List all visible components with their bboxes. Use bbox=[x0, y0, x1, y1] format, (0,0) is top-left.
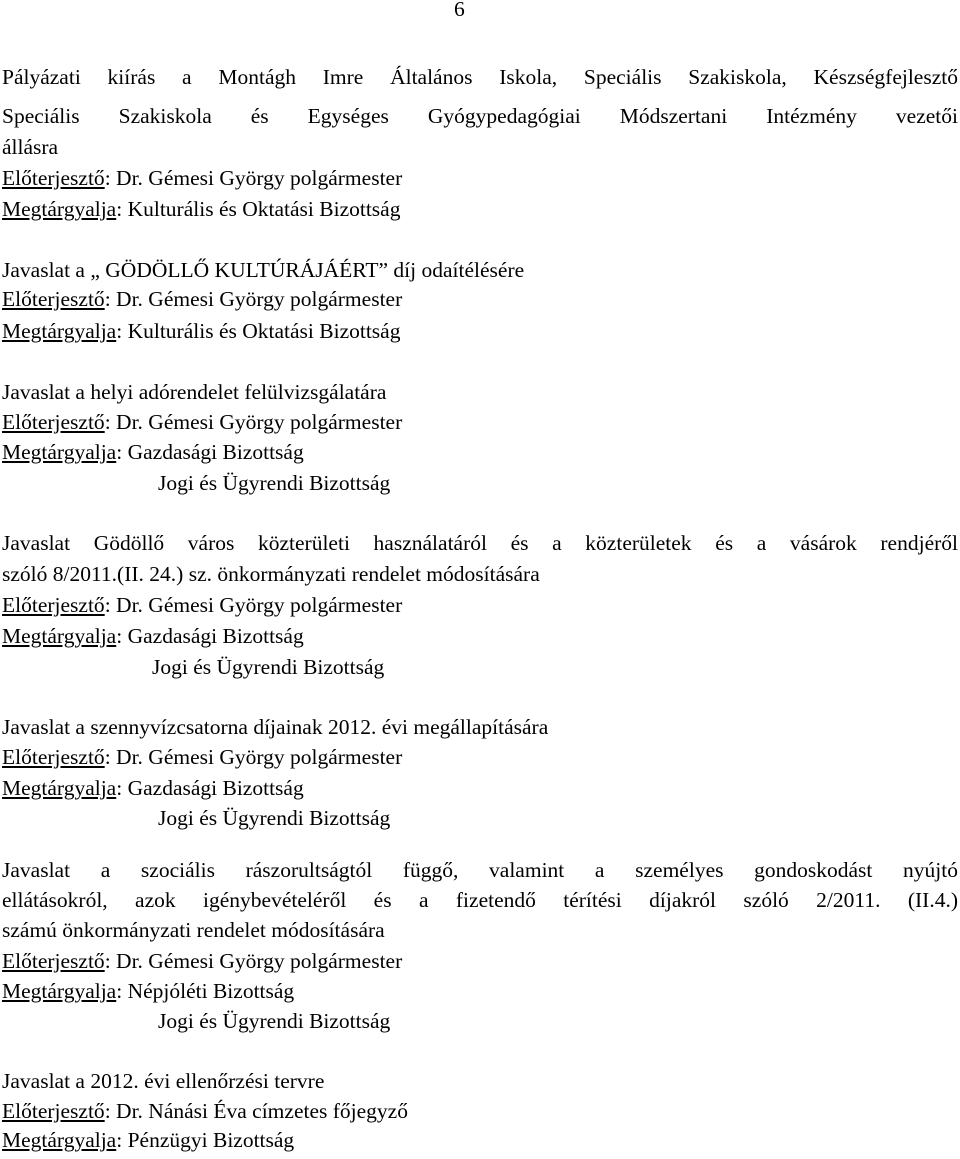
presenter-row bbox=[2, 407, 402, 437]
committee-row bbox=[2, 194, 400, 224]
item-title-line: Javaslat a 2012. évi ellenőrzési tervre bbox=[2, 1069, 325, 1093]
committee-value: : Pénzügyi Bizottság bbox=[116, 1128, 295, 1152]
presenter-label: Előterjesztő bbox=[2, 745, 105, 769]
presenter-label: Előterjesztő bbox=[2, 410, 105, 434]
committee-value-secondary: Jogi és Ügyrendi Bizottság bbox=[158, 471, 391, 495]
committee-value-secondary: Jogi és Ügyrendi Bizottság bbox=[158, 1009, 391, 1033]
presenter-row bbox=[2, 284, 402, 314]
item-title-line: Javaslat Gödöllő város közterületi használatáról és a közterületek és a vásárok rendjéről bbox=[2, 531, 958, 555]
presenter-value: : Dr. Gémesi György polgármester bbox=[104, 745, 403, 769]
discusses-label: Megtárgyalja bbox=[2, 1128, 117, 1152]
presenter-row bbox=[2, 742, 402, 772]
item-title-line: Javaslat a szennyvízcsatorna díjainak 2012. évi megállapítására bbox=[2, 715, 549, 739]
item-title-line: Speciális Szakiskola és Egységes Gyógypedagógiai Módszertani Intézmény vezetői bbox=[2, 104, 958, 128]
committee-row bbox=[2, 437, 304, 467]
presenter-value: : Dr. Gémesi György polgármester bbox=[104, 287, 403, 311]
committee-row bbox=[2, 773, 304, 803]
discusses-label: Megtárgyalja bbox=[2, 440, 117, 464]
presenter-label: Előterjesztő bbox=[2, 1099, 105, 1123]
committee-row bbox=[2, 316, 400, 346]
discusses-label: Megtárgyalja bbox=[2, 197, 117, 221]
presenter-label: Előterjesztő bbox=[2, 166, 105, 190]
committee-value: : Gazdasági Bizottság bbox=[116, 440, 304, 464]
discusses-label: Megtárgyalja bbox=[2, 776, 117, 800]
committee-value-secondary: Jogi és Ügyrendi Bizottság bbox=[158, 806, 391, 830]
item-title-line: állásra bbox=[2, 135, 59, 159]
presenter-label: Előterjesztő bbox=[2, 949, 105, 973]
discusses-label: Megtárgyalja bbox=[2, 319, 117, 343]
presenter-value: : Dr. Gémesi György polgármester bbox=[104, 166, 403, 190]
discusses-label: Megtárgyalja bbox=[2, 979, 117, 1003]
presenter-label: Előterjesztő bbox=[2, 287, 105, 311]
presenter-value: : Dr. Gémesi György polgármester bbox=[104, 593, 403, 617]
item-title-line: Javaslat a „ GÖDÖLLŐ KULTÚRÁJÁÉRT” díj odaítélésére bbox=[2, 258, 525, 282]
committee-value: : Népjóléti Bizottság bbox=[116, 979, 295, 1003]
committee-value: : Gazdasági Bizottság bbox=[116, 624, 304, 648]
committee-value: : Gazdasági Bizottság bbox=[116, 776, 304, 800]
item-title-line: Pályázati kiírás a Montágh Imre Általános Iskola, Speciális Szakiskola, Készségfejlesztő bbox=[2, 65, 958, 89]
committee-value: : Kulturális és Oktatási Bizottság bbox=[116, 197, 401, 221]
committee-row bbox=[2, 976, 294, 1006]
item-title-line: Javaslat a helyi adórendelet felülvizsgálatára bbox=[2, 380, 387, 404]
presenter-label: Előterjesztő bbox=[2, 593, 105, 617]
presenter-row bbox=[2, 163, 402, 193]
item-title-line: ellátásokról, azok igénybevételéről és a fizetendő térítési díjakról szóló 2/2011. (II.4.) bbox=[2, 888, 958, 912]
presenter-row bbox=[2, 946, 402, 976]
presenter-value: : Dr. Gémesi György polgármester bbox=[104, 949, 403, 973]
presenter-row bbox=[2, 1096, 408, 1126]
committee-value-secondary: Jogi és Ügyrendi Bizottság bbox=[152, 655, 385, 679]
presenter-value: : Dr. Gémesi György polgármester bbox=[104, 410, 403, 434]
committee-value: : Kulturális és Oktatási Bizottság bbox=[116, 319, 401, 343]
item-title-line: szóló 8/2011.(II. 24.) sz. önkormányzati rendelet módosítására bbox=[2, 562, 540, 586]
discusses-label: Megtárgyalja bbox=[2, 624, 117, 648]
presenter-value: : Dr. Nánási Éva címzetes főjegyző bbox=[104, 1099, 408, 1123]
committee-row bbox=[2, 621, 304, 651]
item-title-line: számú önkormányzati rendelet módosítására bbox=[2, 918, 385, 942]
item-title-line: Javaslat a szociális rászorultságtól függő, valamint a személyes gondoskodást nyújtó bbox=[2, 858, 958, 882]
page-number: 6 bbox=[454, 0, 465, 21]
committee-row bbox=[2, 1125, 294, 1155]
presenter-row bbox=[2, 590, 402, 620]
